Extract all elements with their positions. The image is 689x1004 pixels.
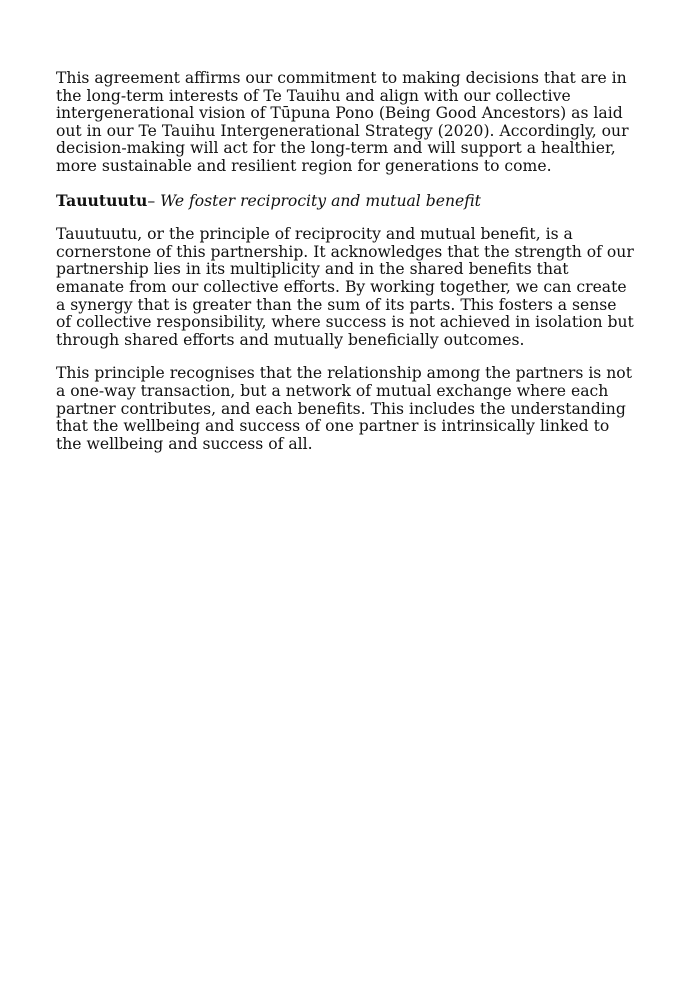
principle-heading: [56, 192, 636, 211]
mutual-exchange-paragraph: This principle recognises that the relationship among the partners is not a one-way transaction, but a network of mutual exchange where each partner contributes, and each benefits. This includes the understanding that the wellbeing and success of one partner is intrinsically linked to the wellbeing and success of all.: [56, 364, 632, 453]
principle-name: Tauutuutu: [56, 190, 148, 210]
reciprocity-paragraph: Tauutuutu, or the principle of reciprocity and mutual benefit, is a cornerstone of this partnership. It acknowledges that the strength of our partnership lies in its multiplicity and in the shared benefits that emanate from our collective efforts. By working together, we can create a synergy that is greater than the sum of its parts. This fosters a sense of collective responsibility, where success is not achieved in isolation but through shared efforts and mutually beneficially outcomes.: [56, 225, 634, 349]
principle-tagline: We foster reciprocity and mutual benefit: [160, 191, 481, 210]
intro-paragraph: This agreement affirms our commitment to making decisions that are in the long-term interests of Te Tauihu and align with our collective intergenerational vision of Tūpuna Pono (Being Good Ancestors) as laid out in our Te Tauihu Intergenerational Strategy (2020). Accordingly, our decision-making will act for the long-term and will support a healthier, more sustainable and resilient region for generations to come.: [56, 69, 629, 175]
document-page: [56, 70, 636, 469]
principle-separator: –: [147, 191, 161, 210]
